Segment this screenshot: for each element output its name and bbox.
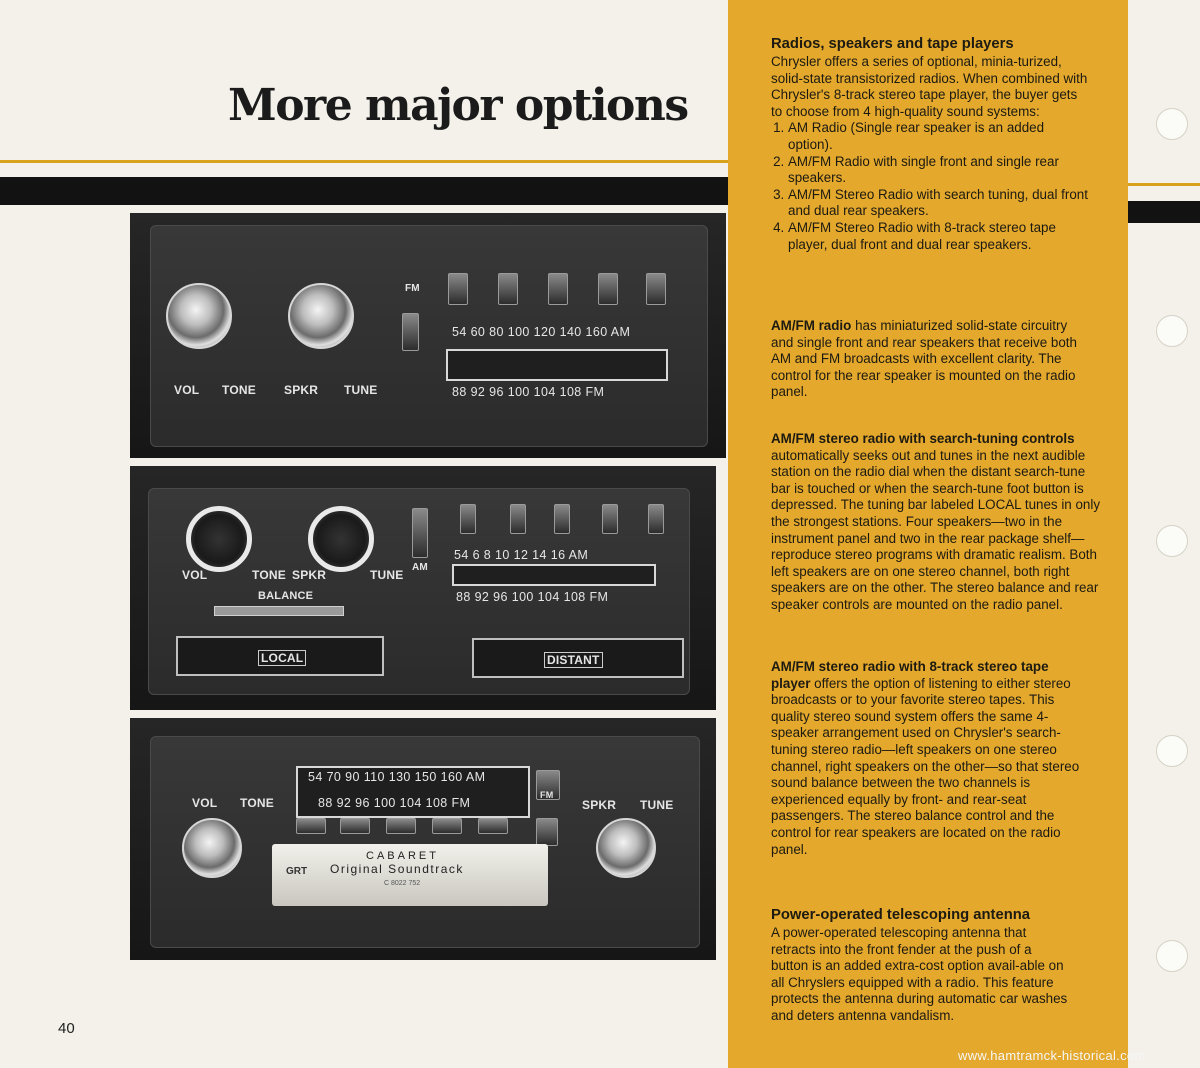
tuning-dial: [452, 564, 656, 586]
tone-label: TONE: [222, 383, 256, 397]
list-item: 2. AM/FM Radio with single front and single rear speakers.: [788, 154, 1091, 187]
tape-section: [771, 659, 1087, 858]
tone-label: TONE: [240, 796, 274, 810]
am-scale: 54 70 90 110 130 150 160 AM: [308, 770, 486, 784]
preset-button: [648, 504, 664, 534]
am-scale: 54 6 8 10 12 14 16 AM: [454, 548, 589, 562]
list-item: 3. AM/FM Stereo Radio with search tuning, dual front and dual rear speakers.: [788, 187, 1091, 220]
distant-label: DISTANT: [544, 652, 603, 668]
antenna-section: [771, 906, 1071, 1025]
search-section: [771, 431, 1106, 614]
fm-scale: 88 92 96 100 104 108 FM: [452, 385, 605, 399]
binder-hole: [1156, 108, 1188, 140]
eight-track-radio-photo: [130, 718, 716, 960]
watermark: www.hamtramck-historical.com: [958, 1048, 1146, 1063]
page-headline: More major options: [228, 80, 688, 131]
fm-label: FM: [405, 283, 420, 294]
fm-button-label: FM: [540, 790, 554, 800]
sound-system-list: [771, 120, 1091, 253]
list-item: 1. AM Radio (Single rear speaker is an added option).: [788, 120, 1091, 153]
antenna-body: A power-operated telescoping antenna that retracts into the front fender at the push of a button is an added extra-cost option avail-able on all Chryslers equipped with a radio. This feature protects the antenna during automatic car washes and deters antenna vandalism.: [771, 925, 1068, 1023]
vol-tone-knob: [182, 818, 242, 878]
preset-button: [554, 504, 570, 534]
spkr-tune-knob: [288, 283, 354, 349]
black-rule-right: [1128, 201, 1200, 223]
black-rule: [0, 177, 740, 205]
radios-section: [771, 35, 1091, 253]
balance-slider: [214, 606, 344, 616]
vol-label: VOL: [174, 383, 200, 397]
am-scale: 54 60 80 100 120 140 160 AM: [452, 325, 631, 339]
spkr-label: SPKR: [284, 383, 319, 397]
am-fm-radio-photo: [130, 213, 726, 458]
search-tuning-radio-photo: [130, 466, 716, 710]
preset-button: [498, 273, 518, 305]
local-label: LOCAL: [258, 650, 306, 666]
preset-button: [432, 818, 462, 834]
tone-label: TONE: [252, 568, 286, 582]
preset-button: [386, 818, 416, 834]
antenna-heading: Power-operated telescoping antenna: [771, 907, 1030, 923]
preset-button: [510, 504, 526, 534]
preset-button: [460, 504, 476, 534]
amfm-body: has miniaturized solid-state circuitry and single front and rear speakers that receive both AM and FM broadcasts with excellent clarity. The control for the rear speaker is mounted on the radio panel.: [771, 318, 1077, 400]
search-body: automatically seeks out and tunes in the next audible station on the radio dial when the distant search-tune bar is touched or when the search-tune foot button is depressed. The tuning bar labeled LOCAL tunes in only the strongest stations. Four speakers—two in the instrument panel and two in the rear package shelf—reproduce stereo programs with dramatic realism. Both left speakers are on one stereo channel, both right speakers are on the other. The stereo balance and rear speaker controls are mounted on the radio panel.: [771, 447, 1101, 612]
radios-intro: Chrysler offers a series of optional, minia-turized, solid-state transistorized radios. When combined with Chrysler's 8-track stereo tape player, the buyer gets to choose from 4 high-quality sound systems:: [771, 54, 1088, 119]
binder-hole: [1156, 735, 1188, 767]
binder-hole: [1156, 940, 1188, 972]
yellow-rule-right: [1128, 183, 1200, 186]
binder-hole: [1156, 525, 1188, 557]
tuning-dial: [446, 349, 668, 381]
preset-button: [602, 504, 618, 534]
spkr-label: SPKR: [292, 568, 327, 582]
vol-tone-knob: [166, 283, 232, 349]
fm-scale: 88 92 96 100 104 108 FM: [456, 590, 609, 604]
cartridge-code: C 8022 752: [384, 880, 421, 887]
cartridge-brand: GRT: [286, 866, 308, 877]
am-label: AM: [412, 562, 428, 573]
binder-hole: [1156, 315, 1188, 347]
amfm-section: [771, 318, 1091, 401]
tune-label: TUNE: [344, 383, 378, 397]
eject-button: [536, 818, 558, 846]
fm-scale: 88 92 96 100 104 108 FM: [318, 796, 471, 810]
preset-button: [598, 273, 618, 305]
eight-track-cartridge: [272, 844, 548, 906]
page-number: 40: [58, 1020, 75, 1037]
am-fm-switch: [402, 313, 419, 351]
search-lead: AM/FM stereo radio with search-tuning controls: [771, 431, 1075, 446]
vol-label: VOL: [192, 796, 218, 810]
radios-heading: Radios, speakers and tape players: [771, 36, 1014, 52]
preset-button: [296, 818, 326, 834]
balance-label: BALANCE: [258, 590, 314, 602]
tape-body: offers the option of listening to either stereo broadcasts or to your favorite stereo tapes. This quality stereo sound system offers the same 4-speaker arrangement used on Chrysler's search-tuning stereo radio—left speakers on one stereo channel, right speakers on the other—so that stereo sound balance between the two channels is experienced equally by front- and rear-seat passengers. The stereo balance control and the control for rear speakers are located on the radio panel.: [771, 675, 1080, 857]
yellow-rule: [0, 160, 740, 163]
spkr-tune-knob: [308, 506, 374, 572]
preset-button: [478, 818, 508, 834]
preset-button: [548, 273, 568, 305]
vol-label: VOL: [182, 568, 208, 582]
cartridge-title: CABARET: [366, 850, 439, 862]
am-fm-switch: [412, 508, 428, 558]
tune-label: TUNE: [370, 568, 404, 582]
tape-lead: AM/FM stereo radio with 8-track stereo tape player: [771, 659, 1049, 691]
preset-button: [646, 273, 666, 305]
preset-button: [340, 818, 370, 834]
tune-label: TUNE: [640, 798, 674, 812]
amfm-lead: AM/FM radio: [771, 318, 852, 333]
preset-button: [448, 273, 468, 305]
spkr-tune-knob: [596, 818, 656, 878]
vol-tone-knob: [186, 506, 252, 572]
spkr-label: SPKR: [582, 798, 617, 812]
cartridge-subtitle: Original Soundtrack: [330, 862, 464, 876]
list-item: 4. AM/FM Stereo Radio with 8-track stereo tape player, dual front and dual rear speakers.: [788, 220, 1091, 253]
